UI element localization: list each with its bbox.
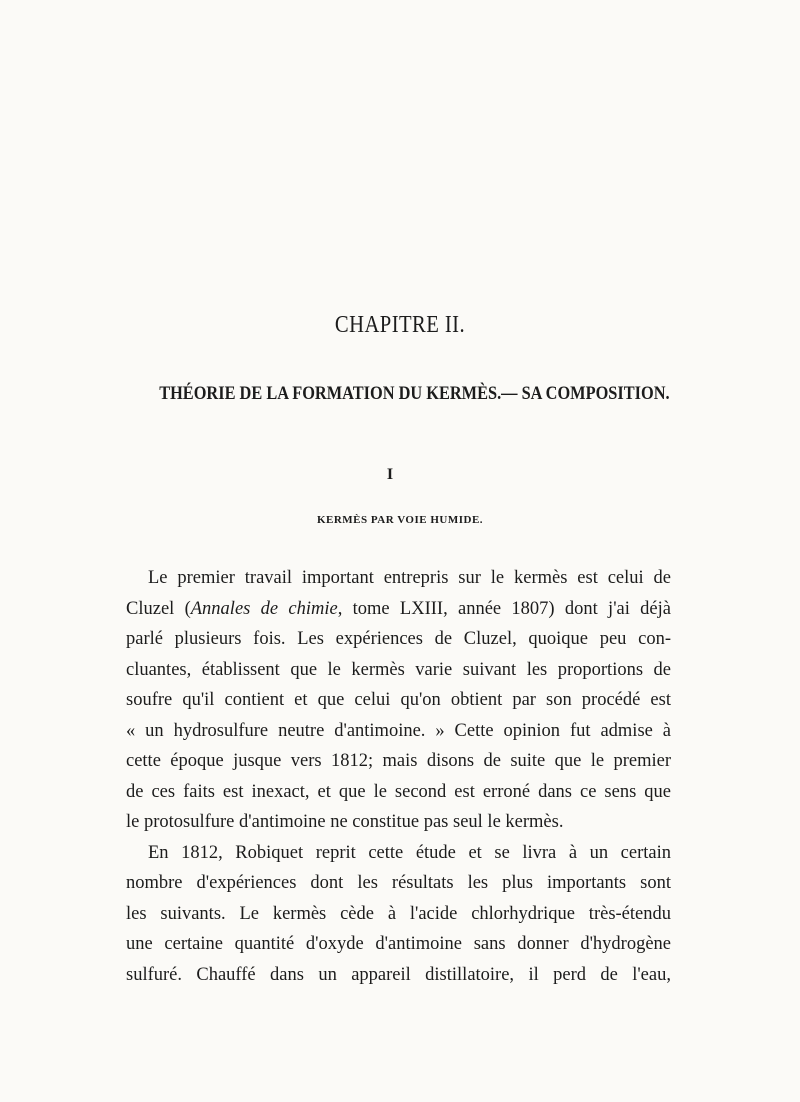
- text-line: soufre qu'il contient et que celui qu'on obtient par son procédé est: [126, 690, 671, 710]
- chapter-title: CHAPITRE II.: [334, 312, 466, 338]
- text-line: Le premier travail important entrepris sur le kermès est celui de: [148, 568, 671, 588]
- text-line: une certaine quantité d'oxyde d'antimoine sans donner d'hydrogène: [126, 934, 671, 954]
- text-line: Cluzel (Annales de chimie, tome LXIII, année 1807) dont j'ai déjà: [126, 598, 671, 619]
- text-line: nombre d'expériences dont les résultats les plus importants sont: [126, 873, 671, 893]
- body-text: [126, 563, 671, 990]
- text-line: parlé plusieurs fois. Les expériences de Cluzel, quoique peu con-: [126, 629, 671, 649]
- text-line: le protosulfure d'antimoine ne constitue pas seul le kermès.: [126, 812, 564, 832]
- text-line: En 1812, Robiquet reprit cette étude et se livra à un certain: [148, 842, 671, 863]
- text-line: de ces faits est inexact, et que le second est erroné dans ce sens que: [126, 781, 671, 802]
- text-line: cluantes, établissent que le kermès varie suivant les proportions de: [126, 659, 671, 680]
- section-heading: THÉORIE DE LA FORMATION DU KERMÈS.— SA COMPOSITION.: [159, 383, 670, 404]
- paragraph-2: [126, 838, 671, 991]
- text-line: cette époque jusque vers 1812; mais disons de suite que le premier: [126, 751, 671, 771]
- text-line: « un hydrosulfure neutre d'antimoine. » Cette opinion fut admise à: [126, 720, 671, 741]
- text-line: sulfuré. Chauffé dans un appareil distillatoire, il perd de l'eau,: [126, 964, 671, 985]
- paragraph-1: [126, 563, 671, 838]
- section-number: I: [386, 466, 394, 483]
- text-line: les suivants. Le kermès cède à l'acide chlorhydrique très-étendu: [126, 903, 671, 924]
- subsection-heading: KERMÈS PAR VOIE HUMIDE.: [316, 514, 484, 526]
